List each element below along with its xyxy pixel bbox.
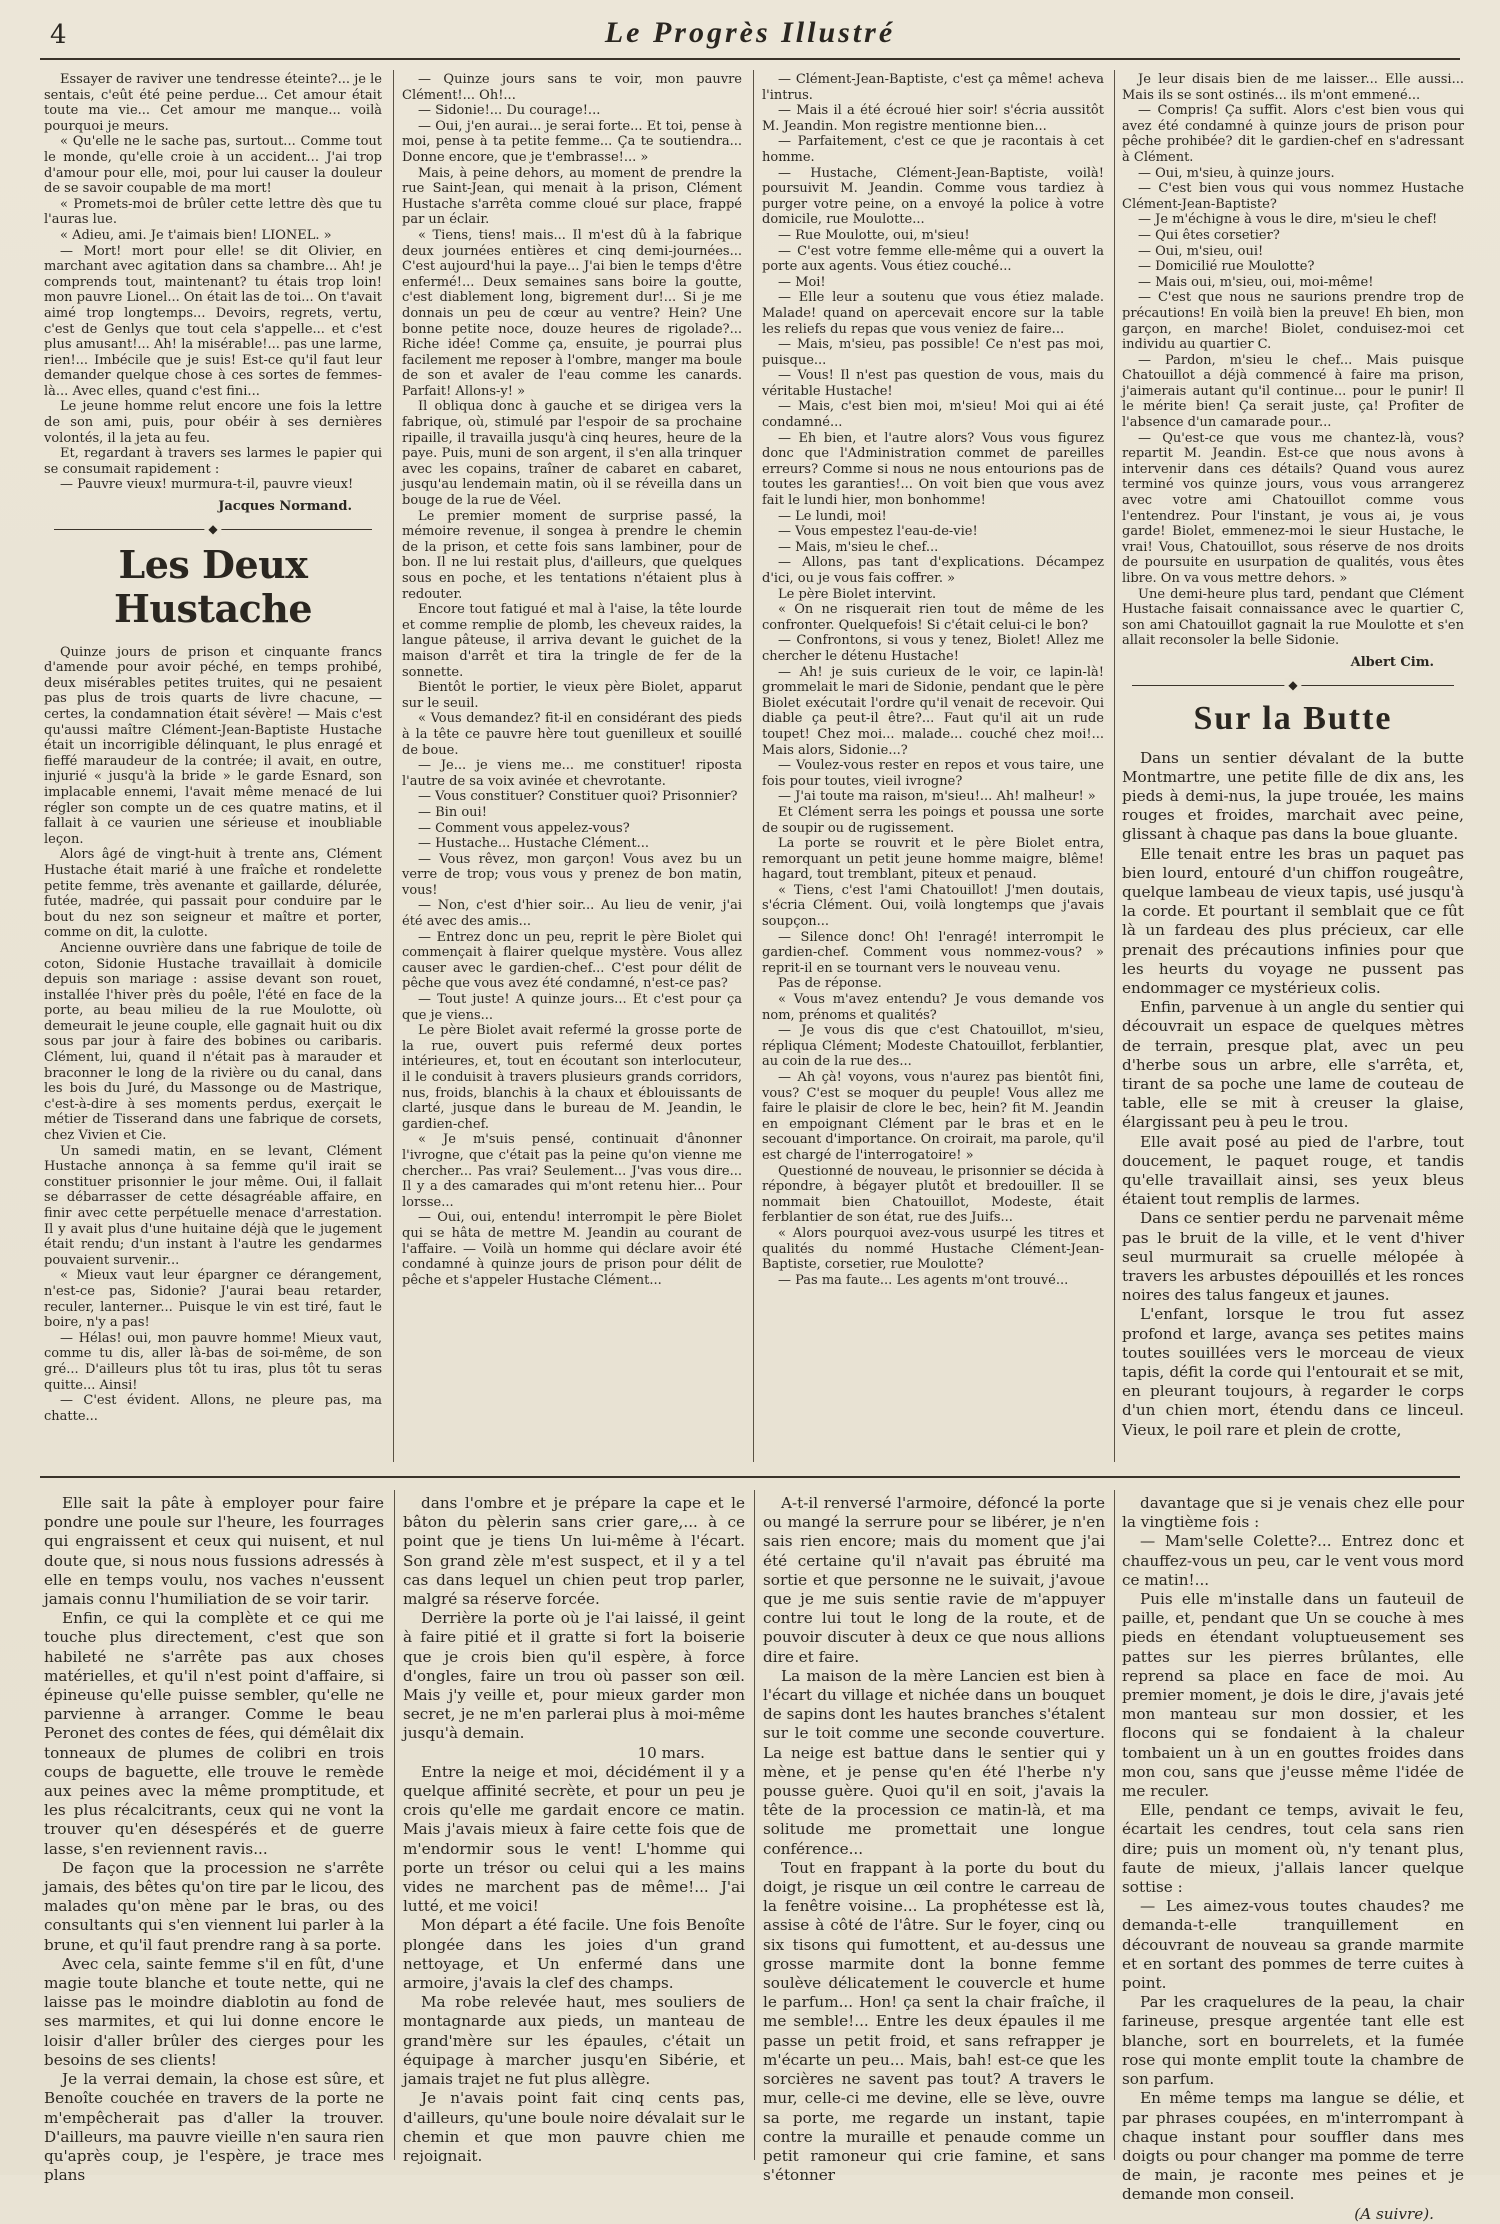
bottom-column-2	[403, 1494, 745, 2164]
paragraph: — Qui êtes corsetier?	[1138, 227, 1280, 243]
paragraph: — Parfaitement, c'est ce que je racontais à cet homme.	[762, 134, 1104, 165]
paragraph: Je leur disais bien de me laisser... Elle aussi... Mais ils se sont ostinés... ils m'ont emmené...	[1122, 72, 1464, 103]
serial-text	[403, 1763, 745, 2166]
paragraph: « Je m'suis pensé, continuait d'ânonner l'ivrogne, que c'était pas la peine qu'on vienne me chercher... Pas vrai? Seulement... J'vas vous dire... Il y a des camarades qui m'ont retenu hier... Pour lorsse...	[402, 1132, 742, 1210]
masthead-title: Le Progrès Illustré	[604, 16, 896, 49]
paragraph: — Quinze jours sans te voir, mon pauvre Clément!... Oh!...	[402, 72, 742, 103]
paragraph: A-t-il renversé l'armoire, défoncé la porte ou mangé la serrure pour se libérer, je n'en sais rien encore; mais du moment que j'ai été certaine qu'il n'avait pas ébruité ma sortie et que personne ne le suivait, j'avoue que je me suis sentie ravie de m'appuyer contre lui tout le long de la route, et de pouvoir discuter à deux ce que nous allions dire et faire.	[763, 1494, 1105, 1666]
paragraph: Elle sait la pâte à employer pour faire pondre une poule sur l'heure, les fourrages qui engraissent et ceux qui nuisent, et nul doute que, si nous nous fussions adressés à elle en temps voulu, nos vaches n'eussent jamais connu l'humiliation de se voir tarir.	[44, 1494, 384, 1609]
paragraph: — Bin oui!	[418, 804, 487, 820]
story-text	[762, 72, 1104, 1288]
paragraph: Enfin, parvenue à un angle du sentier qui découvrait un espace de quelques mètres de terrain, presque plat, avec un peu d'herbe sous un arbre, elle s'arrêta, et, tirant de sa poche une lame de couteau de table, elle se mit à creuser la glaise, élargissant peu à peu le trou.	[1122, 998, 1464, 1132]
paragraph: Derrière la porte où je l'ai laissé, il geint à faire pitié et il gratte si fort la boiserie que je crois bien qu'il espère, à force d'ongles, faire un trou où passer son œil. Mais j'y veille et, pour mieux garder mon secret, je ne m'en parlerai plus à moi-même jusqu'à demain.	[403, 1609, 745, 1743]
column-divider	[393, 70, 394, 1462]
paragraph: Le jeune homme relut encore une fois la lettre de son ami, puis, pour obéir à ses dernières volontés, il la jeta au feu.	[44, 399, 382, 446]
paragraph: — Vous! Il n'est pas question de vous, mais du véritable Hustache!	[762, 368, 1104, 399]
paragraph: Il obliqua donc à gauche et se dirigea vers la fabrique, où, stimulé par l'espoir de sa prochaine ripaille, il travailla jusqu'à cinq heures, heure de la paye. Puis, muni de son argent, il s'en alla trinquer avec les copains, traîner de cabaret en cabaret, jusqu'au lendemain matin, où il se réveilla dans un bouge de la rue de Véel.	[402, 399, 742, 509]
paragraph: Elle, pendant ce temps, avivait le feu, écartait les cendres, tout cela sans rien dire; puis un moment où, n'y tenant plus, faute de mieux, j'allais lancer quelque sottise :	[1122, 1801, 1464, 1897]
paragraph: — Le lundi, moi!	[778, 508, 887, 524]
paragraph: « On ne risquerait rien tout de même de les confronter. Quelquefois! Si c'était celui-ci le bon?	[762, 602, 1104, 633]
story-author: Albert Cim.	[1350, 654, 1434, 670]
paragraph: Alors âgé de vingt-huit à trente ans, Clément Hustache était marié à une fraîche et rondelette petite femme, très avenante et gaillarde, délurée, futée, madrée, qui passait pour conduire par le bout du nez son seigneur et maître et porter, comme on dit, la culotte.	[44, 847, 382, 941]
paragraph: Je la verrai demain, la chose est sûre, et Benoîte couchée en travers de la porte ne m'empêcherait pas d'aller la trouver. D'ailleurs, ma pauvre vieille n'en saura rien qu'après coup, je l'espère, je trace mes plans	[44, 2070, 384, 2185]
paragraph: « Adieu, ami. Je t'aimais bien! LIONEL. »	[60, 227, 332, 243]
section-divider	[40, 1476, 1460, 1478]
paragraph: — J'ai toute ma raison, m'sieu!... Ah! malheur! »	[778, 789, 1096, 805]
paragraph: — C'est que nous ne saurions prendre trop de précautions! En voilà bien la preuve! Eh bien, mon garçon, en marche! Biolet, conduisez-moi cet individu au quartier C.	[1122, 290, 1464, 353]
paragraph: — Rue Moulotte, oui, m'sieu!	[778, 227, 970, 243]
paragraph: Elle avait posé au pied de l'arbre, tout doucement, le paquet rouge, et tandis qu'elle travaillait ainsi, ses yeux bleus étaient tout remplis de larmes.	[1122, 1132, 1464, 1209]
bottom-column-1	[44, 1494, 384, 2185]
paragraph: — Elle leur a soutenu que vous étiez malade. Malade! quand on apercevait encore sur la table les reliefs du repas que vous veniez de faire...	[762, 290, 1104, 337]
paragraph: Et Clément serra les poings et poussa une sorte de soupir ou de rugissement.	[762, 804, 1104, 836]
paragraph: Mais, à peine dehors, au moment de prendre la rue Saint-Jean, qui menait à la prison, Clément Hustache s'arrêta comme cloué sur place, frappé par un éclair.	[402, 165, 742, 228]
paragraph: — Voulez-vous rester en repos et vous taire, une fois pour toutes, vieil ivrogne?	[762, 758, 1104, 789]
paragraph: « Vous m'avez entendu? Je vous demande vos nom, prénoms et qualités?	[762, 992, 1104, 1023]
paragraph: — Les aimez-vous toutes chaudes? me demanda-t-elle tranquillement en découvrant de nouveau sa grande marmite et en sortant des pommes de terre cuites à point.	[1122, 1897, 1464, 1993]
serial-text	[1122, 1494, 1464, 2205]
column-divider	[754, 1490, 755, 2160]
paragraph: — Vous empestez l'eau-de-vie!	[778, 524, 978, 540]
paragraph: Entre la neige et moi, décidément il y a quelque affinité secrète, et pour un peu je crois qu'elle me gardait encore ce matin. Mais j'avais mieux à faire cette fois que de m'endormir sous le vent! L'homme qui porte un trésor ou celui qui a les mains vides ne marchent pas de même!... J'ai lutté, et me voici!	[403, 1762, 745, 1916]
paragraph: « Promets-moi de brûler cette lettre dès que tu l'auras lue.	[44, 196, 382, 228]
paragraph: Avec cela, sainte femme s'il en fût, d'une magie toute blanche et toute nette, qui ne laisse pas le moindre diablotin au fond de ses marmites, et qui lui donne encore le loisir d'aller brûler des cierges pour les besoins de ses clients!	[44, 1954, 384, 2069]
story-ending-text	[1122, 72, 1464, 649]
paragraph: — Mam'selle Colette?... Entrez donc et chauffez-vous un peu, car le vent vous mord ce matin!...	[1122, 1532, 1464, 1589]
paragraph: Le premier moment de surprise passé, la mémoire revenue, il songea à prendre le chemin de la prison, et cette fois sans lambiner, pour de bon. Il ne lui restait plus, d'ailleurs, que quelques sous en poche, et les tentations n'étaient plus à redouter.	[402, 508, 742, 602]
paragraph: — Vous rêvez, mon garçon! Vous avez bu un verre de trop; vous vous y prenez de bon matin, vous!	[402, 851, 742, 898]
paragraph: — Pauvre vieux! murmura-t-il, pauvre vieux!	[60, 477, 354, 493]
paragraph: — Mais, m'sieu le chef...	[778, 539, 939, 555]
story-separator: ◆	[44, 523, 382, 535]
paragraph: — Non, c'est d'hier soir... Au lieu de venir, j'ai été avec des amis...	[402, 898, 742, 930]
paragraph: — C'est votre femme elle-même qui a ouvert la porte aux agents. Vous étiez couché...	[762, 243, 1104, 275]
paragraph: — Confrontons, si vous y tenez, Biolet! Allez me chercher le détenu Hustache!	[762, 633, 1104, 664]
paragraph: — C'est bien vous qui vous nommez Hustache Clément-Jean-Baptiste?	[1122, 181, 1464, 212]
paragraph: — Oui, oui, entendu! interrompit le père Biolet qui se hâta de mettre M. Jeandin au courant de l'affaire. — Voilà un homme qui déclare avoir été condamné à quinze jours de prison pour délit de pêche et s'appeler Hustache Clément...	[402, 1210, 742, 1288]
serial-text	[44, 1494, 384, 2185]
to-be-continued: (A suivre).	[1354, 2204, 1434, 2223]
top-column-4	[1122, 72, 1464, 1464]
paragraph: — Domicilié rue Moulotte?	[1138, 259, 1315, 275]
paragraph: « Vous demandez? fit-il en considérant des pieds à la tête ce pauvre hère tout guenilleux et souillé de boue.	[402, 711, 742, 758]
paragraph: — Ah! je suis curieux de le voir, ce lapin-là! grommelait le mari de Sidonie, pendant que le père Biolet exécutait l'ordre qu'il venait de recevoir. Qui diable ça peut-il être?... Faut qu'il ait un rude toupet! Chez moi... malade... couché chez moi!... Mais alors, Sidonie...?	[762, 664, 1104, 758]
page-header	[40, 14, 1460, 60]
column-divider	[394, 1490, 395, 2160]
paragraph: — Hélas! oui, mon pauvre homme! Mieux vaut, comme tu dis, aller là-bas de soi-même, de son gré... D'ailleurs plus tôt tu iras, plus tôt tu seras quitte... Ainsi!	[44, 1330, 382, 1393]
column-divider	[1114, 1490, 1115, 2160]
paragraph: Dans un sentier dévalant de la butte Montmartre, une petite fille de dix ans, les pieds à demi-nus, la jupe trouée, les mains rouges et froides, marchait avec peine, glissant à chaque pas dans la boue gluante.	[1122, 748, 1464, 844]
paragraph: Mon départ a été facile. Une fois Benoîte plongée dans les joies d'un grand nettoyage, et Un enfermé dans une armoire, j'avais la clef des champs.	[403, 1916, 745, 1993]
top-column-1	[44, 72, 382, 1464]
paragraph: davantage que si je venais chez elle pour la vingtième fois :	[1122, 1494, 1464, 1532]
paragraph: — Qu'est-ce que vous me chantez-là, vous? repartit M. Jeandin. Est-ce que nous avons à intervenir dans ces détails? Quand vous aurez terminé vos quinze jours, vous vous arrangerez avec votre ami Chatouillot comme vous l'entendrez. Pour l'instant, je vous ai, je vous garde! Biolet, emmenez-moi le sieur Hustache, le vrai! Vous, Chatouillot, sous réserve de nos droits de poursuite en usurpation de qualités, vous êtes libre. On va vous mettre dehors. »	[1122, 430, 1464, 586]
story-text	[402, 72, 742, 1288]
paragraph: Et, regardant à travers ses larmes le papier qui se consumait rapidement :	[44, 446, 382, 477]
paragraph: — C'est évident. Allons, ne pleure pas, ma chatte...	[44, 1393, 382, 1424]
paragraph: « Mieux vaut leur épargner ce dérangement, n'est-ce pas, Sidonie? J'aurai beau retarder, reculer, lanterner... Puisque le vin est tiré, faut le boire, n'y a pas!	[44, 1268, 382, 1331]
paragraph: De façon que la procession ne s'arrête jamais, des bêtes qu'on tire par le licou, des malades qu'on mène par le bras, ou des consultants qui s'en viennent lui parler à la brune, et qu'il faut prendre rang à sa porte.	[44, 1858, 384, 1954]
paragraph: — Mais il a été écroué hier soir! s'écria aussitôt M. Jeandin. Mon registre mentionne bien...	[762, 103, 1104, 134]
paragraph: Ma robe relevée haut, mes souliers de montagnarde aux pieds, un manteau de grand'mère sur les épaules, c'était un équipage à marcher jusqu'en Sibérie, et jamais trajet ne fut plus allègre.	[403, 1993, 745, 2089]
paragraph: En même temps ma langue se délie, et par phrases coupées, en m'interrompant à chaque instant pour souffler dans mes doigts ou pour changer ma pomme de terre de main, je raconte mes peines et je demande mon conseil.	[1122, 2089, 1464, 2204]
paragraph: — Mais, c'est bien moi, m'sieu! Moi qui ai été condamné...	[762, 399, 1104, 431]
paragraph: — Comment vous appelez-vous?	[418, 820, 630, 836]
paragraph: — Oui, m'sieu, oui!	[1138, 243, 1264, 259]
paragraph: — Vous constituer? Constituer quoi? Prisonnier?	[418, 789, 738, 805]
paragraph: Le père Biolet intervint.	[778, 586, 937, 602]
paragraph: — Mais, m'sieu, pas possible! Ce n'est pas moi, puisque...	[762, 337, 1104, 368]
story-ending-text	[44, 72, 382, 493]
paragraph: Elle tenait entre les bras un paquet pas bien lourd, entouré d'un chiffon rougeâtre, quelque lambeau de vieux tapis, usé jusqu'à la corde. Et pourtant il semblait que ce fût là un fardeau des plus précieux, car elle prenait des précautions infinies pour que les heurts du voyage ne pussent pas endommager ce mystérieux colis.	[1122, 844, 1464, 997]
paragraph: — Hustache, Clément-Jean-Baptiste, voilà! poursuivit M. Jeandin. Comme vous tardiez à purger votre peine, on a envoyé la police à votre domicile, rue Moulotte...	[762, 165, 1104, 228]
paragraph: — Eh bien, et l'autre alors? Vous vous figurez donc que l'Administration commet de pareilles erreurs? Comme si nous ne nous entourions pas de toutes les garanties!... On voit bien que vous avez fait le lundi hier, mon bonhomme!	[762, 430, 1104, 509]
paragraph: — Allons, pas tant d'explications. Décampez d'ici, ou je vous fais coffrer. »	[762, 555, 1104, 586]
paragraph: Enfin, ce qui la complète et ce qui me touche plus directement, c'est que son habileté ne s'arrête pas aux choses matérielles, et qu'il n'est point d'affaire, si épineuse qu'elle puisse sembler, qu'elle ne parvienne à arranger. Comme le beau Peronet des contes de fées, qui démêlait dix tonneaux de plumes de colibri en trois coups de baguette, elle trouve le remède aux peines avec la même promptitude, et les plus récalcitrants, ceux qui ne vont la trouver qu'en désespérés et de guerre lasse, s'en reviennent ravis...	[44, 1609, 384, 1858]
paragraph: Pas de réponse.	[778, 976, 882, 992]
diary-date: 10 mars.	[637, 1743, 705, 1762]
paragraph: — Sidonie!... Du courage!...	[418, 103, 601, 119]
paragraph: Une demi-heure plus tard, pendant que Clément Hustache faisait connaissance avec le quartier C, son ami Chatouillot gagnait la rue Moulotte et s'en allait reconsoler la belle Sidonie.	[1122, 586, 1464, 649]
paragraph: L'enfant, lorsque le trou fut assez profond et large, avança ses petites mains toutes souillées vers le morceau de vieux tapis, défit la corde qui l'entourait et se mit, en pleurant toujours, à regarder le corps d'un chien mort, étendu dans ce linceul. Vieux, le poil rare et plein de crotte,	[1122, 1305, 1464, 1439]
story-title: Sur la Butte	[1193, 699, 1393, 737]
bottom-column-4	[1122, 1494, 1464, 2223]
paragraph: Puis elle m'installe dans un fauteuil de paille, et, pendant que Un se couche à mes pieds en étendant voluptueusement ses pattes sur les pierres brûlantes, elle reprend sa place en face de moi. Au premier moment, je dois le dire, j'avais jeté mon manteau sur mon dossier, et les flocons qui se fondaient à la chaleur tombaient un à un en gouttes froides dans mon cou, sans que j'eusse même l'idée de me reculer.	[1122, 1590, 1464, 1801]
serial-text	[403, 1494, 745, 1744]
paragraph: Questionné de nouveau, le prisonnier se décida à répondre, à bégayer plutôt et bredouiller. Il se nommait bien Chatouillot, Modeste, était ferblantier de son état, rue des Juifs...	[762, 1163, 1104, 1226]
serial-text	[763, 1494, 1105, 2185]
paragraph: — Pardon, m'sieu le chef... Mais puisque Chatouillot a déjà commencé à faire ma prison, j'aimerais autant qu'il continue... pour le punir! Il le mérite bien! Ça serait juste, ça! Profiter de l'absence d'un camarade pour...	[1122, 352, 1464, 431]
paragraph: — Compris! Ça suffit. Alors c'est bien vous qui avez été condamné à quinze jours de prison pour pêche prohibée? dit le gardien-chef en s'adressant à Clément.	[1122, 103, 1464, 165]
paragraph: Tout en frappant à la porte du bout du doigt, je risque un œil contre le carreau de la fenêtre voisine... La prophétesse est là, assise à côté de l'âtre. Sur le foyer, cinq ou six tisons qui fumottent, et au-dessus une grosse marmite dont la bonne femme soulève délicatement le couvercle et hume le parfum... Hon! ça sent la chair fraîche, il me semble!... Entre les deux épaules il me passe un petit froid, et sans refrapper je m'écarte un peu... Mais, bah! est-ce que les sorcières ne savent pas tout? A travers le mur, celle-ci me devine, elle se lève, ouvre sa porte, me regarde un instant, tapie contre la muraille et penaude comme un petit ramoneur qui crie famine, et sans s'étonner	[763, 1858, 1105, 2185]
paragraph: — Ah çà! voyons, vous n'aurez pas bientôt fini, vous? C'est se moquer du peuple! Vous allez me faire le plaisir de clore le bec, hein? fit M. Jeandin en empoignant Clément par le bras et en le secouant d'importance. On croirait, ma parole, qu'il est chargé de l'interrogatoire! »	[762, 1070, 1104, 1163]
column-divider	[1114, 70, 1115, 1462]
paragraph: — Tout juste! A quinze jours... Et c'est pour ça que je viens...	[402, 992, 742, 1023]
story-text	[44, 645, 382, 1425]
bottom-column-3	[763, 1494, 1105, 2185]
paragraph: Un samedi matin, en se levant, Clément Hustache annonça à sa femme qu'il irait se constituer prisonnier le jour même. Oui, il fallait se débarrasser de cette désagréable affaire, en finir avec cette perpétuelle menace d'arrestation. Il y avait plus d'une huitaine déjà que le jugement était rendu; d'un instant à l'autre les gendarmes pouvaient survenir...	[44, 1143, 382, 1268]
paragraph: — Hustache... Hustache Clément...	[418, 836, 650, 852]
paragraph: « Tiens, c'est l'ami Chatouillot! J'men doutais, s'écria Clément. Oui, voilà longtemps que j'avais soupçon...	[762, 882, 1104, 930]
paragraph: — Entrez donc un peu, reprit le père Biolet qui commençait à flairer quelque mystère. Vous allez causer avec le gardien-chef... C'est pour délit de pêche que vous avez été condamné, n'est-ce pas?	[402, 929, 742, 992]
paragraph: Bientôt le portier, le vieux père Biolet, apparut sur le seuil.	[402, 680, 742, 711]
paragraph: — Pas ma faute... Les agents m'ont trouvé...	[778, 1272, 1069, 1288]
paragraph: « Alors pourquoi avez-vous usurpé les titres et qualités du nommé Hustache Clément-Jean-Baptiste, corsetier, rue Moulotte?	[762, 1225, 1104, 1273]
paragraph: — Clément-Jean-Baptiste, c'est ça même! acheva l'intrus.	[762, 72, 1104, 103]
paragraph: — Oui, j'en aurai... je serai forte... Et toi, pense à moi, pense à ta petite femme... Ça te soutiendra... Donne encore, que je t'embrasse!... »	[402, 118, 742, 165]
paragraph: — Oui, m'sieu, à quinze jours.	[1138, 165, 1335, 181]
story-title: Les Deux Hustache	[113, 541, 313, 631]
paragraph: « Tiens, tiens! mais... Il m'est dû à la fabrique deux journées entières et cinq demi-journées... C'est aujourd'hui la paye... J'ai bien le temps d'être enfermé!... Deux semaines sans boire la goutte, c'est diablement long, bigrement dur!... Si je me donnais un peu de cœur au ventre? Hein? Une bonne petite noce, douze heures de rigolade?... Riche idée! Comme ça, ensuite, je pourrai plus facilement me reposer à l'ombre, manger ma boule de son et avaler de l'eau comme les canards. Parfait! Allons-y! »	[402, 227, 742, 399]
paragraph: « Qu'elle ne le sache pas, surtout... Comme tout le monde, qu'elle croie à un accident... J'ai trop d'amour pour elle, moi, pour lui causer la douleur de se savoir coupable de ma mort!	[44, 134, 382, 197]
story-text	[1122, 749, 1464, 1440]
page-number: 4	[50, 20, 67, 50]
paragraph: Essayer de raviver une tendresse éteinte?... je le sentais, c'eût été peine perdue... Cet amour était toute ma vie... Cet amour me manque... voilà pourquoi je meurs.	[44, 72, 382, 134]
top-column-3	[762, 72, 1104, 1464]
paragraph: Ancienne ouvrière dans une fabrique de toile de coton, Sidonie Hustache travaillait à domicile depuis son mariage : assise devant son rouet, installée l'hiver près du poêle, l'été en face de la porte, au beau milieu de la rue Moulotte, où demeurait le jeune couple, elle gagnait huit ou dix sous par jour à faire des bobines ou caribaris. Clément, lui, quand il n'était pas à marauder et braconner le long de la rivière ou du canal, dans les bois du Juré, du Massonge ou de Mastrique, c'est-à-dire à ses moments perdus, exerçait le métier de Tisserand dans une fabrique de corsets, chez Vivien et Cie.	[44, 940, 382, 1144]
paragraph: — Silence donc! Oh! l'enragé! interrompit le gardien-chef. Comment vous nommez-vous? » reprit-il en se tournant vers le nouveau venu.	[762, 929, 1104, 976]
paragraph: Par les craquelures de la peau, la chair farineuse, presque argentée tant elle est blanche, sort en bourrelets, et la fumée rose qui monte emplit toute la chambre de son parfum.	[1122, 1993, 1464, 2089]
story-author: Jacques Normand.	[218, 499, 352, 515]
paragraph: Quinze jours de prison et cinquante francs d'amende pour avoir péché, en temps prohibé, deux misérables petites truites, qui ne pesaient pas plus de trois quarts de livre chacune, — certes, la condamnation était sévère! — Mais c'est qu'aussi maître Clément-Jean-Baptiste Hustache était un incorrigible délinquant, le plus enragé et fieffé maraudeur de la contrée; il avait, en outre, injurié « jusqu'à la bride » le garde Esnard, son implacable ennemi, l'avait même menacé de lui régler son compte un de ces quatre matins, et il fallait à ce vaurien une sérieuse et inoubliable leçon.	[44, 644, 382, 847]
paragraph: Je n'avais point fait cinq cents pas, d'ailleurs, qu'une boule noire dévalait sur le chemin et que mon pauvre chien me rejoignait.	[403, 2089, 745, 2165]
paragraph: Dans ce sentier perdu ne parvenait même pas le bruit de la ville, et le vent d'hiver seul murmurait sa cruelle mélopée à travers les arbustes dépouillés et les ronces noires des talus fangeux et jaunes.	[1122, 1209, 1464, 1305]
paragraph: — Je... je viens me... me constituer! riposta l'autre de sa voix avinée et chevrotante.	[402, 758, 742, 789]
paragraph: La porte se rouvrit et le père Biolet entra, remorquant un petit jeune homme maigre, blême! hagard, tout tremblant, piteux et penaud.	[762, 836, 1104, 883]
story-separator: ◆	[1122, 679, 1464, 691]
paragraph: — Je m'échigne à vous le dire, m'sieu le chef!	[1138, 212, 1438, 228]
paragraph: — Moi!	[778, 274, 826, 290]
paragraph: — Mais oui, m'sieu, oui, moi-même!	[1138, 274, 1374, 290]
paragraph: — Je vous dis que c'est Chatouillot, m'sieu, répliqua Clément; Modeste Chatouillot, ferblantier, au coin de la rue des...	[762, 1023, 1104, 1070]
column-divider	[753, 70, 754, 1462]
top-column-2	[402, 72, 742, 1464]
paragraph: — Mort! mort pour elle! se dit Olivier, en marchant avec agitation dans sa chambre... Ah! je comprends tout, maintenant? tu étais trop loin! mon pauvre Lionel... On était las de toi... On t'avait aimé trop longtemps... Devoirs, regrets, vertu, c'est de Genlys que tout cela s'appelle... et c'est plus amusant!... Ah! la misérable!... pas une larme, rien!... Imbécile que je suis! Est-ce qu'il faut leur demander quelque chose à ces sortes de femmes-là... Avec elles, quand c'est fini...	[44, 243, 382, 399]
paragraph: La maison de la mère Lancien est bien à l'écart du village et nichée dans un bouquet de sapins dont les hautes branches s'étalent sur le toit comme une seconde couverture. La neige est battue dans le sentier qui y mène, et je pense qu'en été l'herbe n'y pousse guère. Quoi qu'il en soit, j'avais la tête de la procession ce matin-là, et ma solitude me promettait une longue conférence...	[763, 1666, 1105, 1858]
paragraph: Encore tout fatigué et mal à l'aise, la tête lourde et comme remplie de plomb, les cheveux raides, la langue pâteuse, il arriva devant le guichet de la maison d'arrêt et tira la tringle de fer de la sonnette.	[402, 602, 742, 680]
paragraph: dans l'ombre et je prépare la cape et le bâton du pèlerin sans crier gare,... à ce point que je tiens Un lui-même à l'écart. Son grand zèle m'est suspect, et il y a tel cas dans lequel un chien peut trop parler, malgré sa réserve forcée.	[403, 1494, 745, 1609]
paragraph: Le père Biolet avait refermé la grosse porte de la rue, ouvert puis refermé deux portes intérieures, et, tout en écoutant son interlocuteur, il le conduisit à travers plusieurs grands corridors, nus, froids, blanchis à la chaux et éblouissants de clarté, jusque dans le bureau de M. Jeandin, le gardien-chef.	[402, 1023, 742, 1132]
